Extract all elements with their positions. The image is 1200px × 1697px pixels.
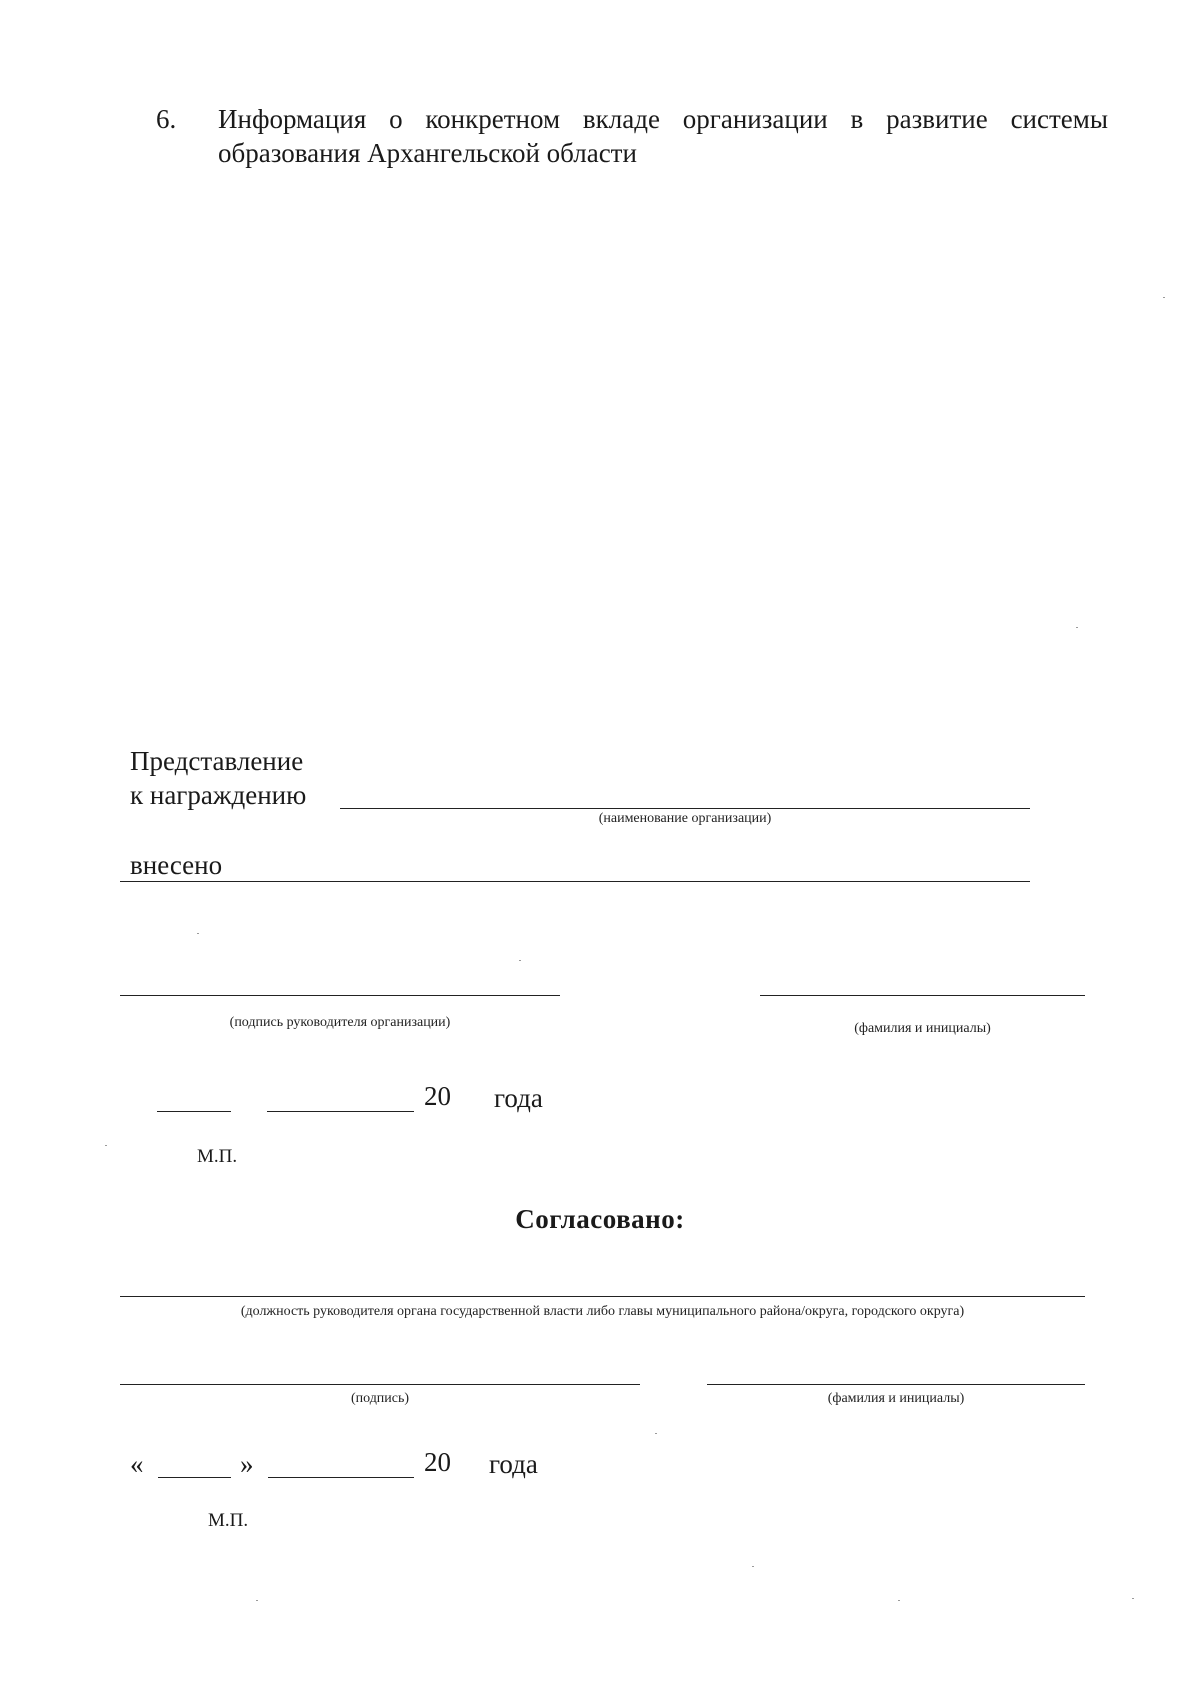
official-signature-caption: (подпись) [350, 1391, 410, 1406]
organization-name-line[interactable] [340, 808, 1030, 809]
scan-speck [898, 1600, 900, 1601]
scan-speck [655, 1433, 657, 1434]
section-heading: Информация о конкретном вкладе организации в развитие системы образования Архангельской области [218, 104, 1108, 168]
scan-speck [197, 933, 199, 934]
organization-name-caption: (наименование организации) [598, 811, 772, 826]
official-signature-line[interactable] [120, 1384, 640, 1385]
date1-year-prefix: 20 [424, 1081, 451, 1111]
stamp-placeholder-2: М.П. [208, 1510, 249, 1531]
date2-quote-open: « [130, 1449, 144, 1479]
scan-speck [1076, 627, 1078, 628]
scan-speck [256, 1600, 258, 1601]
head-name-caption: (фамилия и инициалы) [854, 1021, 991, 1036]
scan-speck [519, 960, 521, 961]
nomination-title: Представление [130, 746, 304, 776]
stamp-placeholder-1: М.П. [197, 1146, 238, 1167]
date1-day-field[interactable] [157, 1111, 231, 1112]
scan-speck [1163, 297, 1165, 298]
date1-month-field[interactable] [267, 1111, 414, 1112]
head-name-line[interactable] [760, 995, 1085, 996]
official-name-caption: (фамилия и инициалы) [827, 1391, 965, 1406]
scan-speck [752, 1566, 754, 1567]
approval-title: Согласовано: [515, 1204, 685, 1234]
date1-year-suffix: года [494, 1083, 543, 1113]
date2-day-field[interactable] [158, 1477, 231, 1478]
submitted-label: внесено [130, 850, 223, 880]
scan-speck [1132, 1598, 1134, 1599]
head-signature-line[interactable] [120, 995, 560, 996]
date2-year-prefix: 20 [424, 1447, 451, 1477]
scan-speck [105, 1145, 107, 1146]
official-name-line[interactable] [707, 1384, 1085, 1385]
nomination-subtitle: к награждению [130, 780, 307, 810]
official-position-line[interactable] [120, 1296, 1085, 1297]
date2-month-field[interactable] [268, 1477, 414, 1478]
head-signature-caption: (подпись руководителя организации) [229, 1015, 451, 1030]
date2-year-suffix: года [489, 1449, 538, 1479]
section-number: 6. [156, 104, 177, 134]
submitted-by-line[interactable] [120, 881, 1030, 882]
official-position-caption: (должность руководителя органа государственной власти либо главы муниципального района/округа, городского округа) [240, 1304, 965, 1319]
date2-quote-close: » [240, 1449, 254, 1479]
